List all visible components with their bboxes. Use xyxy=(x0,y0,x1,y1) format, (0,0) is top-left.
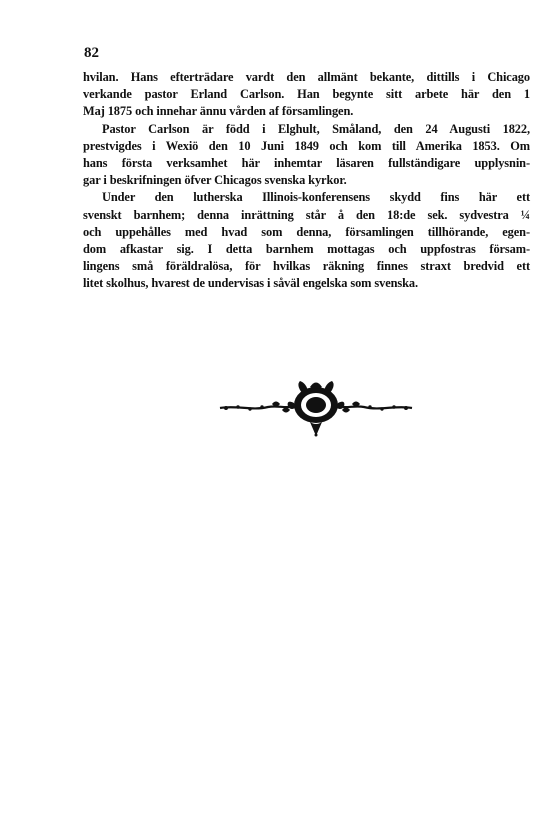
text-line: och uppehålles med hvad som denna, församlingen tillhörande, egen- xyxy=(83,224,530,239)
text-line: Pastor Carlson är född i Elghult, Småland, den 24 Augusti 1822, xyxy=(102,121,530,136)
body-text xyxy=(83,69,530,292)
text-line: prestvigdes i Wexiö den 10 Juni 1849 och kom till Amerika 1853. Om xyxy=(83,138,530,153)
ornament-divider-icon xyxy=(216,378,416,438)
text-line: gar i beskrifningen öfver Chicagos svenska kyrkor. xyxy=(83,173,347,188)
text-line: Maj 1875 och innehar ännu vården af församlingen. xyxy=(83,104,354,119)
text-line: verkande pastor Erland Carlson. Han begynte sitt arbete här den 1 xyxy=(83,87,530,102)
text-line: svenskt barnhem; denna inrättning står å den 18:de sek. sydvestra ¼ xyxy=(83,207,530,222)
text-line: litet skolhus, hvarest de undervisas i såväl engelska som svenska. xyxy=(83,276,418,291)
text-line: Under den lutherska Illinois-konferensens skydd fins här ett xyxy=(102,190,530,205)
text-line: lingens små föräldralösa, för hvilkas räkning finnes straxt bredvid ett xyxy=(83,259,530,274)
text-line: hvilan. Hans efterträdare vardt den allmänt bekante, dittills i Chicago xyxy=(83,70,530,84)
text-line: hans första verksamhet här inhemtar läsaren fullständigare upplysnin- xyxy=(83,155,530,170)
text-line: dom afkastar sig. I detta barnhem mottagas och uppfostras försam- xyxy=(83,241,530,256)
page-number: 82 xyxy=(84,45,99,61)
